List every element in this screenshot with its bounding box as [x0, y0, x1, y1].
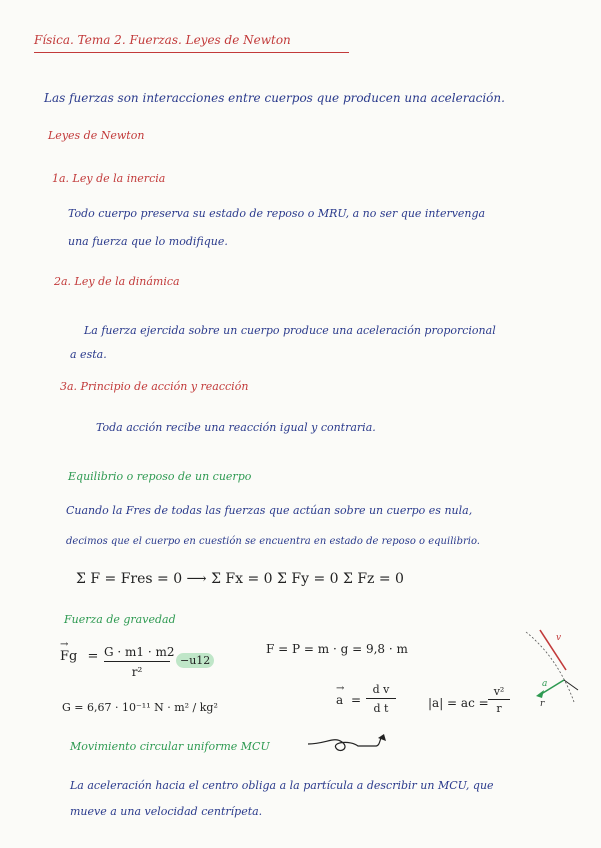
gravity-constant: G = 6,67 · 10⁻¹¹ N · m² / kg²	[62, 701, 218, 714]
law1-label: 1a. Ley de la inercia	[52, 172, 166, 185]
accel-fraction: d v d t	[366, 684, 396, 714]
page-title: Física. Tema 2. Fuerzas. Leyes de Newton	[34, 33, 291, 47]
diagram-label-v: v	[556, 633, 562, 643]
circular-motion-diagram	[518, 628, 584, 708]
fg-lhs: → Fg =	[60, 639, 99, 664]
acceleration-arrowhead	[536, 690, 544, 698]
diagram-label-r: r	[540, 699, 545, 708]
velocity-vector	[540, 630, 566, 670]
spiral-arrow-icon	[306, 732, 390, 758]
fg-unit-vector: −u12	[176, 655, 214, 666]
circular-line2: mueve a una velocidad centrípeta.	[70, 805, 263, 818]
centripetal-fraction: v² r	[488, 686, 510, 714]
law2-line2: a esta.	[70, 348, 107, 361]
equilibrium-line1: Cuando la Fres de todas las fuerzas que actúan sobre un cuerpo es nula,	[66, 504, 473, 517]
law3-line1: Toda acción recibe una reacción igual y contraria.	[96, 421, 376, 434]
law1-line1: Todo cuerpo preserva su estado de reposo o MRU, a no ser que intervenga	[68, 207, 486, 220]
centripetal-lhs: |a| = ac =	[428, 696, 489, 710]
law3-label: 3a. Principio de acción y reacción	[60, 380, 249, 393]
radius-vector	[564, 680, 578, 690]
equilibrium-line2: decimos que el cuerpo en cuestión se encuentra en estado de reposo o equilibrio.	[66, 536, 480, 547]
law2-line1: La fuerza ejercida sobre un cuerpo produce una aceleración proporcional	[84, 324, 496, 337]
equilibrium-formula: Σ F = Fres = 0 ⟶ Σ Fx = 0 Σ Fy = 0 Σ Fz = 0	[76, 571, 404, 587]
law2-label: 2a. Ley de la dinámica	[54, 275, 180, 288]
accel-lhs: → a =	[336, 683, 362, 707]
diagram-label-a: a	[542, 679, 548, 689]
weight-formula: F = P = m · g = 9,8 · m	[266, 642, 408, 656]
trajectory-arc	[526, 632, 574, 702]
circular-line1: La aceleración hacia el centro obliga a la partícula a describir un MCU, que	[70, 779, 494, 792]
intro-text: Las fuerzas son interacciones entre cuerpos que producen una aceleración.	[44, 91, 505, 105]
gravity-heading: Fuerza de gravedad	[64, 613, 176, 626]
equilibrium-heading: Equilibrio o reposo de un cuerpo	[68, 470, 252, 483]
newton-heading: Leyes de Newton	[48, 129, 145, 142]
law1-line2: una fuerza que lo modifique.	[68, 235, 228, 248]
circular-heading: Movimiento circular uniforme MCU	[70, 740, 270, 753]
fg-fraction: G · m1 · m2 r²	[104, 645, 175, 679]
title-underline	[34, 52, 349, 53]
